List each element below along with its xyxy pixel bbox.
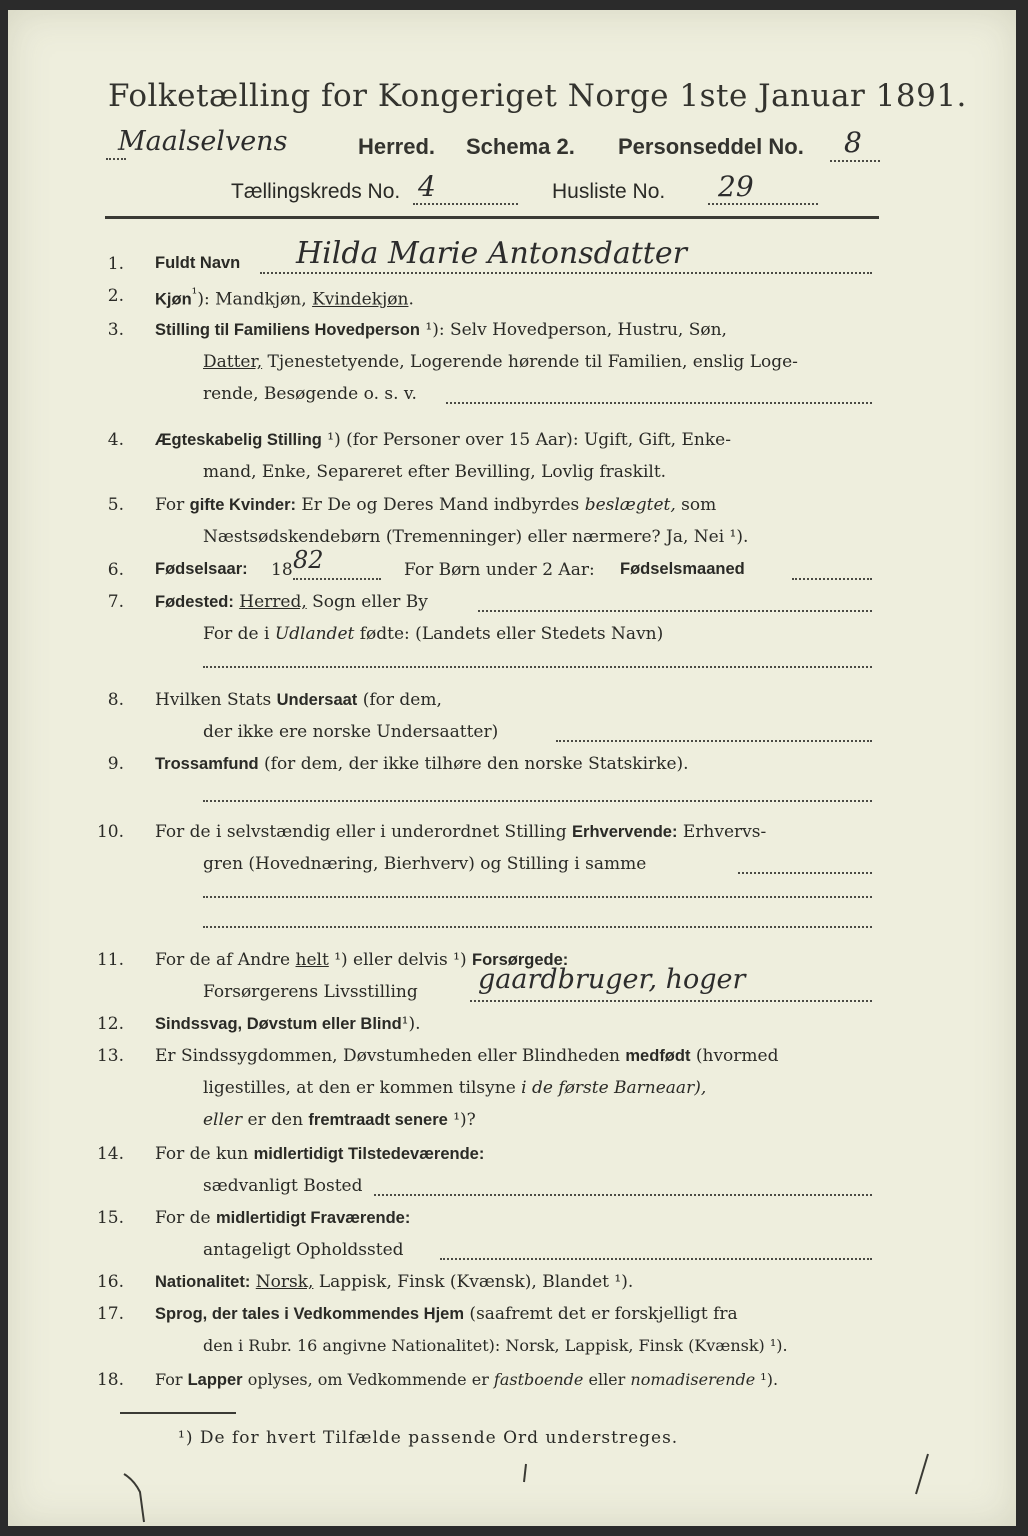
item-10-line1 (155, 822, 766, 842)
birth-year-prefix: 18 (271, 560, 293, 580)
census-form (8, 10, 1016, 1526)
item-text: Hvilken Stats (155, 690, 277, 710)
item-number: 14. (96, 1144, 124, 1164)
item-number: 2. (107, 286, 124, 306)
item-number: 11. (96, 950, 124, 970)
pen-mark (516, 1460, 536, 1490)
kreds-value: 4 (418, 170, 436, 203)
item-text: For Børn under 2 Aar: (404, 560, 595, 580)
item-label: fremtraadt senere (308, 1111, 448, 1129)
husliste-label: Husliste No. (552, 180, 666, 203)
dotted-line (440, 1258, 872, 1260)
footnote: ¹) De for hvert Tilfælde passende Ord understreges. (178, 1428, 679, 1448)
personseddel-label: Personseddel No. (618, 134, 804, 159)
item-number: 12. (96, 1014, 124, 1034)
item-text: fødte: (Landets eller Stedets Navn) (354, 624, 664, 644)
item-number: 18. (96, 1370, 124, 1390)
item-text: ligestilles, at den er kommen tilsyne (203, 1078, 522, 1098)
item-text-italic: i de første Barneaar), (521, 1078, 707, 1098)
item-text: . (408, 289, 414, 310)
kreds-label: Tællingskreds No. (231, 180, 401, 203)
item-text: For de kun (155, 1144, 254, 1164)
dotted-line (478, 610, 872, 612)
item-text: ¹)? (447, 1110, 476, 1130)
item-label: Lapper (187, 1371, 243, 1389)
birth-year-value: 82 (293, 546, 324, 574)
dotted-line (413, 203, 518, 205)
item-label: Undersaat (276, 691, 358, 709)
item-label: medfødt (625, 1047, 691, 1065)
item-text-italic: fastboende (493, 1370, 584, 1389)
item-label: Forsørgede: (471, 951, 569, 969)
item-text: oplyses, om Vedkommende er (242, 1370, 494, 1389)
item-2-text (155, 286, 414, 310)
item-text: Er De og Deres Mand indbyrdes (295, 495, 585, 515)
full-name-value: Hilda Marie Antonsdatter (296, 236, 687, 271)
underlined-option: Herred, (239, 592, 307, 612)
item-text: Næstsødskendebørn (Tremenninger) eller nærmere? Ja, Nei ¹). (203, 527, 749, 547)
dotted-line (203, 800, 872, 802)
item-text: For (155, 1370, 188, 1389)
item-16-line1 (155, 1272, 633, 1292)
underlined-option: helt (295, 950, 329, 970)
item-text: Forsørgerens Livsstilling (203, 982, 418, 1002)
item-label: Fødested: (155, 593, 234, 611)
underlined-option: Datter, (203, 352, 263, 372)
item-text: For (155, 495, 190, 515)
form-title: Folketælling for Kongeriget Norge 1ste Januar 1891. (108, 78, 967, 114)
item-text: (for dem, der ikke tilhøre den norske Statskirke). (258, 754, 689, 774)
item-label: midlertidigt Tilstedeværende: (253, 1145, 485, 1163)
item-3-line1 (155, 320, 727, 340)
schema-label: Schema 2. (466, 134, 575, 159)
item-text: (saafremt det er forskjelligt fra (464, 1304, 738, 1324)
item-text: ¹) eller delvis ¹) (328, 950, 472, 970)
herred-value: Maalselvens (118, 126, 288, 157)
footnote-rule (120, 1412, 236, 1414)
item-number: 10. (96, 822, 124, 842)
dotted-line (556, 740, 872, 742)
item-label: Sprog, der tales i Vedkommendes Hjem (155, 1305, 465, 1323)
item-number: 5. (107, 495, 124, 515)
item-text-italic: eller (203, 1110, 243, 1130)
item-7-line1 (155, 592, 428, 612)
item-number: 3. (107, 320, 124, 340)
item-number: 7. (107, 592, 124, 612)
dotted-line (203, 896, 872, 898)
item-text: Er Sindssygdommen, Døvstumheden eller Blindheden (155, 1046, 626, 1066)
item-label: Trossamfund (155, 755, 259, 773)
item-text: Lappisk, Finsk (Kvænsk), Blandet ¹). (313, 1272, 634, 1292)
item-text: gren (Hovednæring, Bierhverv) og Stilling i samme (203, 854, 647, 874)
item-number: 4. (107, 430, 124, 450)
dotted-line (708, 203, 818, 205)
item-5-line1 (155, 495, 716, 515)
item-text: ¹). (755, 1370, 779, 1389)
item-text: antageligt Opholdssted (203, 1240, 404, 1260)
item-label: midlertidigt Fraværende: (215, 1209, 411, 1227)
item-label: Fødselsaar: (155, 560, 248, 578)
item-14-line1 (155, 1144, 484, 1164)
item-text: sædvanligt Bosted (203, 1176, 363, 1196)
item-label: Ægteskabelig Stilling (155, 431, 322, 449)
item-text-italic: nomadiserende (630, 1370, 756, 1389)
item-text: eller (583, 1370, 631, 1389)
item-text: den i Rubr. 16 angivne Nationalitet): Norsk, Lappisk, Finsk (Kvænsk) ¹). (203, 1336, 788, 1355)
item-13-line2 (203, 1078, 706, 1098)
header-rule (105, 216, 879, 219)
item-text: som (675, 495, 717, 515)
item-number: 15. (96, 1208, 124, 1228)
item-number: 1. (107, 254, 124, 274)
item-text: For de i (203, 624, 275, 644)
dotted-line (830, 160, 880, 162)
item-text: (hvormed (690, 1046, 779, 1066)
item-3-line2 (203, 352, 798, 372)
dotted-line (738, 872, 872, 874)
footnote-marker: ¹ (191, 286, 198, 302)
item-text-italic: Udlandet (274, 624, 355, 644)
herred-label: Herred. (358, 134, 436, 159)
dotted-line (260, 272, 872, 274)
dotted-line (374, 1194, 872, 1196)
dotted-line (293, 578, 381, 580)
item-text: ¹) (for Personer over 15 Aar): Ugift, Gift, Enke- (327, 430, 731, 450)
item-text: ¹): Selv Hovedperson, Hustru, Søn, (425, 320, 727, 340)
dotted-line (203, 666, 872, 668)
dotted-line (792, 578, 872, 580)
item-label: Stilling til Familiens Hovedperson (155, 321, 420, 339)
item-text: ): Mandkjøn, (197, 289, 313, 310)
item-8-line1 (155, 690, 442, 710)
item-number: 16. (96, 1272, 124, 1292)
item-13-line3 (203, 1110, 476, 1130)
item-label: Kjøn (155, 290, 192, 309)
item-text: For de (155, 1208, 216, 1228)
dotted-line (470, 1000, 872, 1002)
item-text: For de i selvstændig eller i underordnet Stilling (155, 822, 573, 842)
item-4-line1 (155, 430, 731, 450)
item-text: ¹). (401, 1014, 421, 1034)
dotted-line (446, 402, 872, 404)
item-label: Sindssvag, Døvstum eller Blind (155, 1015, 402, 1033)
item-18-line1 (155, 1370, 778, 1390)
item-text: Sogn eller By (306, 592, 428, 612)
item-text: Erhvervs- (677, 822, 767, 842)
pen-mark (118, 1466, 158, 1536)
item-label: Fuldt Navn (155, 254, 241, 272)
item-label: Fødselsmaaned (620, 560, 745, 578)
item-text: der ikke ere norske Undersaatter) (203, 722, 499, 742)
item-text-italic: beslægtet, (584, 495, 676, 515)
item-label: Nationalitet: (155, 1273, 251, 1291)
provider-occupation-value: gaardbruger, hoger (478, 964, 746, 995)
underlined-option: Norsk, (255, 1272, 314, 1292)
item-text: For de af Andre (155, 950, 296, 970)
husliste-value: 29 (718, 170, 754, 203)
item-text: Tjenestetyende, Logerende hørende til Familien, enslig Loge- (262, 352, 798, 372)
item-number: 8. (107, 690, 124, 710)
item-label: gifte Kvinder: (189, 496, 296, 514)
dotted-line (106, 158, 126, 160)
item-7-line2 (203, 624, 663, 644)
item-text: (for dem, (357, 690, 442, 710)
underlined-option: Kvindekjøn (312, 289, 409, 310)
dotted-line (203, 926, 872, 928)
item-number: 13. (96, 1046, 124, 1066)
item-15-line1 (155, 1208, 410, 1228)
personseddel-value: 8 (844, 126, 862, 159)
item-number: 17. (96, 1304, 124, 1324)
item-13-line1 (155, 1046, 778, 1066)
item-label: Erhvervende: (572, 823, 678, 841)
item-text: er den (242, 1110, 309, 1130)
item-17-line1 (155, 1304, 738, 1324)
item-9-line1 (155, 754, 689, 774)
pen-mark (906, 1450, 936, 1500)
item-number: 9. (107, 754, 124, 774)
item-number: 6. (107, 560, 124, 580)
item-12-line1 (155, 1014, 421, 1034)
item-text: mand, Enke, Separeret efter Bevilling, Lovlig fraskilt. (203, 462, 667, 482)
item-text: rende, Besøgende o. s. v. (203, 384, 417, 404)
